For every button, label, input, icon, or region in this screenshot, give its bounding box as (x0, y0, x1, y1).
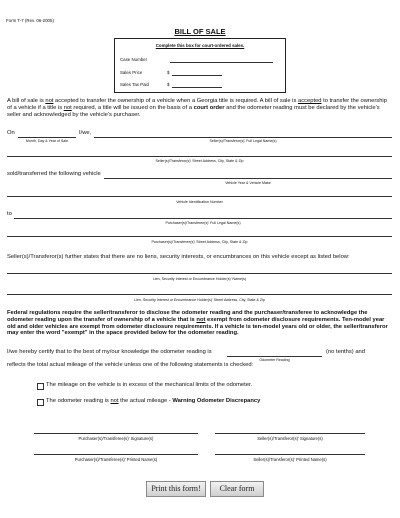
sales-price-field[interactable] (172, 75, 222, 76)
page-title: BILL OF SALE (174, 27, 226, 36)
federal-regulations-paragraph: Federal regulations require the seller/transferor to disclose the odometer reading and the purchaser/transferee to acknowledge the odometer reading upon the transfer of ownership of a vehicle that is not exempt from odometer disclosure requirements. Ten-model year old and older vehicles are exempt from odometer disclosure requirements. If a vehicle is ten-model years old or older, the seller/transferor may enter the word "exempt" in the space provided below for the odometer reading. (7, 310, 388, 337)
case-number-field[interactable] (170, 62, 273, 63)
seller-address-caption: Seller(s)/Transferor(s)' Street Address, City, State & Zip (155, 159, 244, 163)
lien-address-caption: Lien, Security Interest or Encumbrance Holder(s)' Street Address, City, State & Zip (134, 298, 265, 302)
sales-tax-label: Sales Tax Paid (120, 82, 149, 87)
sales-tax-currency: $ (167, 82, 170, 87)
lien-holder-field[interactable] (7, 273, 392, 274)
to-label: to (7, 211, 12, 217)
court-box-heading: Complete this box for court-ordered sales. (155, 43, 245, 48)
sale-date-caption: Month, Day & Year of Sale (25, 139, 69, 143)
odometer-discrepancy-checkbox[interactable] (37, 399, 44, 406)
excess-mileage-checkbox[interactable] (37, 383, 44, 390)
liens-statement: Seller(s)/Transferor(s) further states that there are no liens, security interests, or encumbrances on this vehicle except as listed below: (7, 254, 350, 260)
seller-printed-name-caption: Seller(s)/Transferor(s)' Printed Name(s) (253, 457, 327, 462)
lien-holder-caption: Lien, Security Interest or Encumbrance Holder(s)' Name(s) (152, 277, 247, 281)
sold-label: sold/transferred the following vehicle (7, 171, 101, 177)
lien-address-field[interactable] (7, 294, 392, 295)
seller-signature-caption: Seller(s)/Transferor(s)' Signature(s) (257, 436, 323, 441)
purchaser-signature-caption: Purchaser(s)/Transferee(s)' Signature(s) (78, 436, 154, 441)
case-number-label: Case Number (120, 57, 148, 62)
intro-paragraph: A bill of sale is not accepted to transfer the ownership of a vehicle when a Georgia title is required. A bill of sale is accepted to transfer the ownership of a vehicle if a title is not required, a title will be issued on the basis of a court order and the odometer reading must be declared by the vehicle's seller and acknowledged by the vehicle's purchaser. (7, 98, 387, 118)
excess-mileage-label: The mileage on the vehicle is in excess of the mechanical limits of the odometer. (46, 382, 253, 388)
seller-signature-field[interactable] (215, 433, 365, 434)
on-label: On (7, 130, 15, 136)
seller-printed-name-field[interactable] (215, 454, 365, 455)
purchaser-printed-name-caption: Purchaser(s)/Transferee(s)' Printed Name(s) (74, 457, 158, 462)
odometer-certify-text: I/we hereby certify that to the best of my/our knowledge the odometer reading is (7, 349, 212, 355)
odometer-tenths-text: (no tenths) and (326, 349, 365, 355)
sales-price-label: Sales Price (120, 70, 143, 75)
seller-address-field[interactable] (7, 156, 392, 157)
odometer-discrepancy-label: The odometer reading is not the actual mileage - Warning Odometer Discrepancy (46, 398, 261, 404)
purchaser-address-caption: Purchaser(s)/Transferee(s)' Street Address, City, State & Zip (151, 240, 248, 244)
form-number: Form T-7 (Rev. 06-2005) (6, 18, 54, 23)
purchaser-printed-name-field[interactable] (34, 454, 198, 455)
purchaser-name-caption: Purchaser(s)/Transferee(s)' Full Legal Name(s) (165, 221, 241, 225)
clear-form-button[interactable]: Clear form (210, 481, 264, 497)
vin-caption: Vehicle Identification Number (176, 200, 223, 204)
vin-field[interactable] (7, 196, 392, 197)
i-we-label: I/we, (79, 130, 92, 136)
purchaser-signature-field[interactable] (34, 433, 198, 434)
court-order-box (114, 38, 286, 93)
sale-date-field[interactable] (18, 137, 76, 138)
purchaser-address-field[interactable] (7, 236, 392, 237)
vehicle-caption: Vehicle Year & Vehicle Make (225, 181, 271, 185)
vehicle-field[interactable] (104, 178, 392, 179)
purchaser-name-field[interactable] (14, 218, 392, 219)
seller-name-caption: Seller(s)/Transferor(s)' Full Legal Name(s) (209, 139, 277, 143)
print-form-button[interactable]: Print this form! (146, 481, 206, 497)
odometer-reading-caption: Odometer Reading (259, 358, 290, 362)
sales-price-currency: $ (167, 70, 170, 75)
odometer-reading-field[interactable] (227, 356, 322, 357)
sales-tax-field[interactable] (172, 87, 222, 88)
odometer-reflects-text: reflects the total actual mileage of the vehicle unless one of the following statements is checked: (7, 362, 254, 368)
seller-name-field[interactable] (94, 137, 392, 138)
